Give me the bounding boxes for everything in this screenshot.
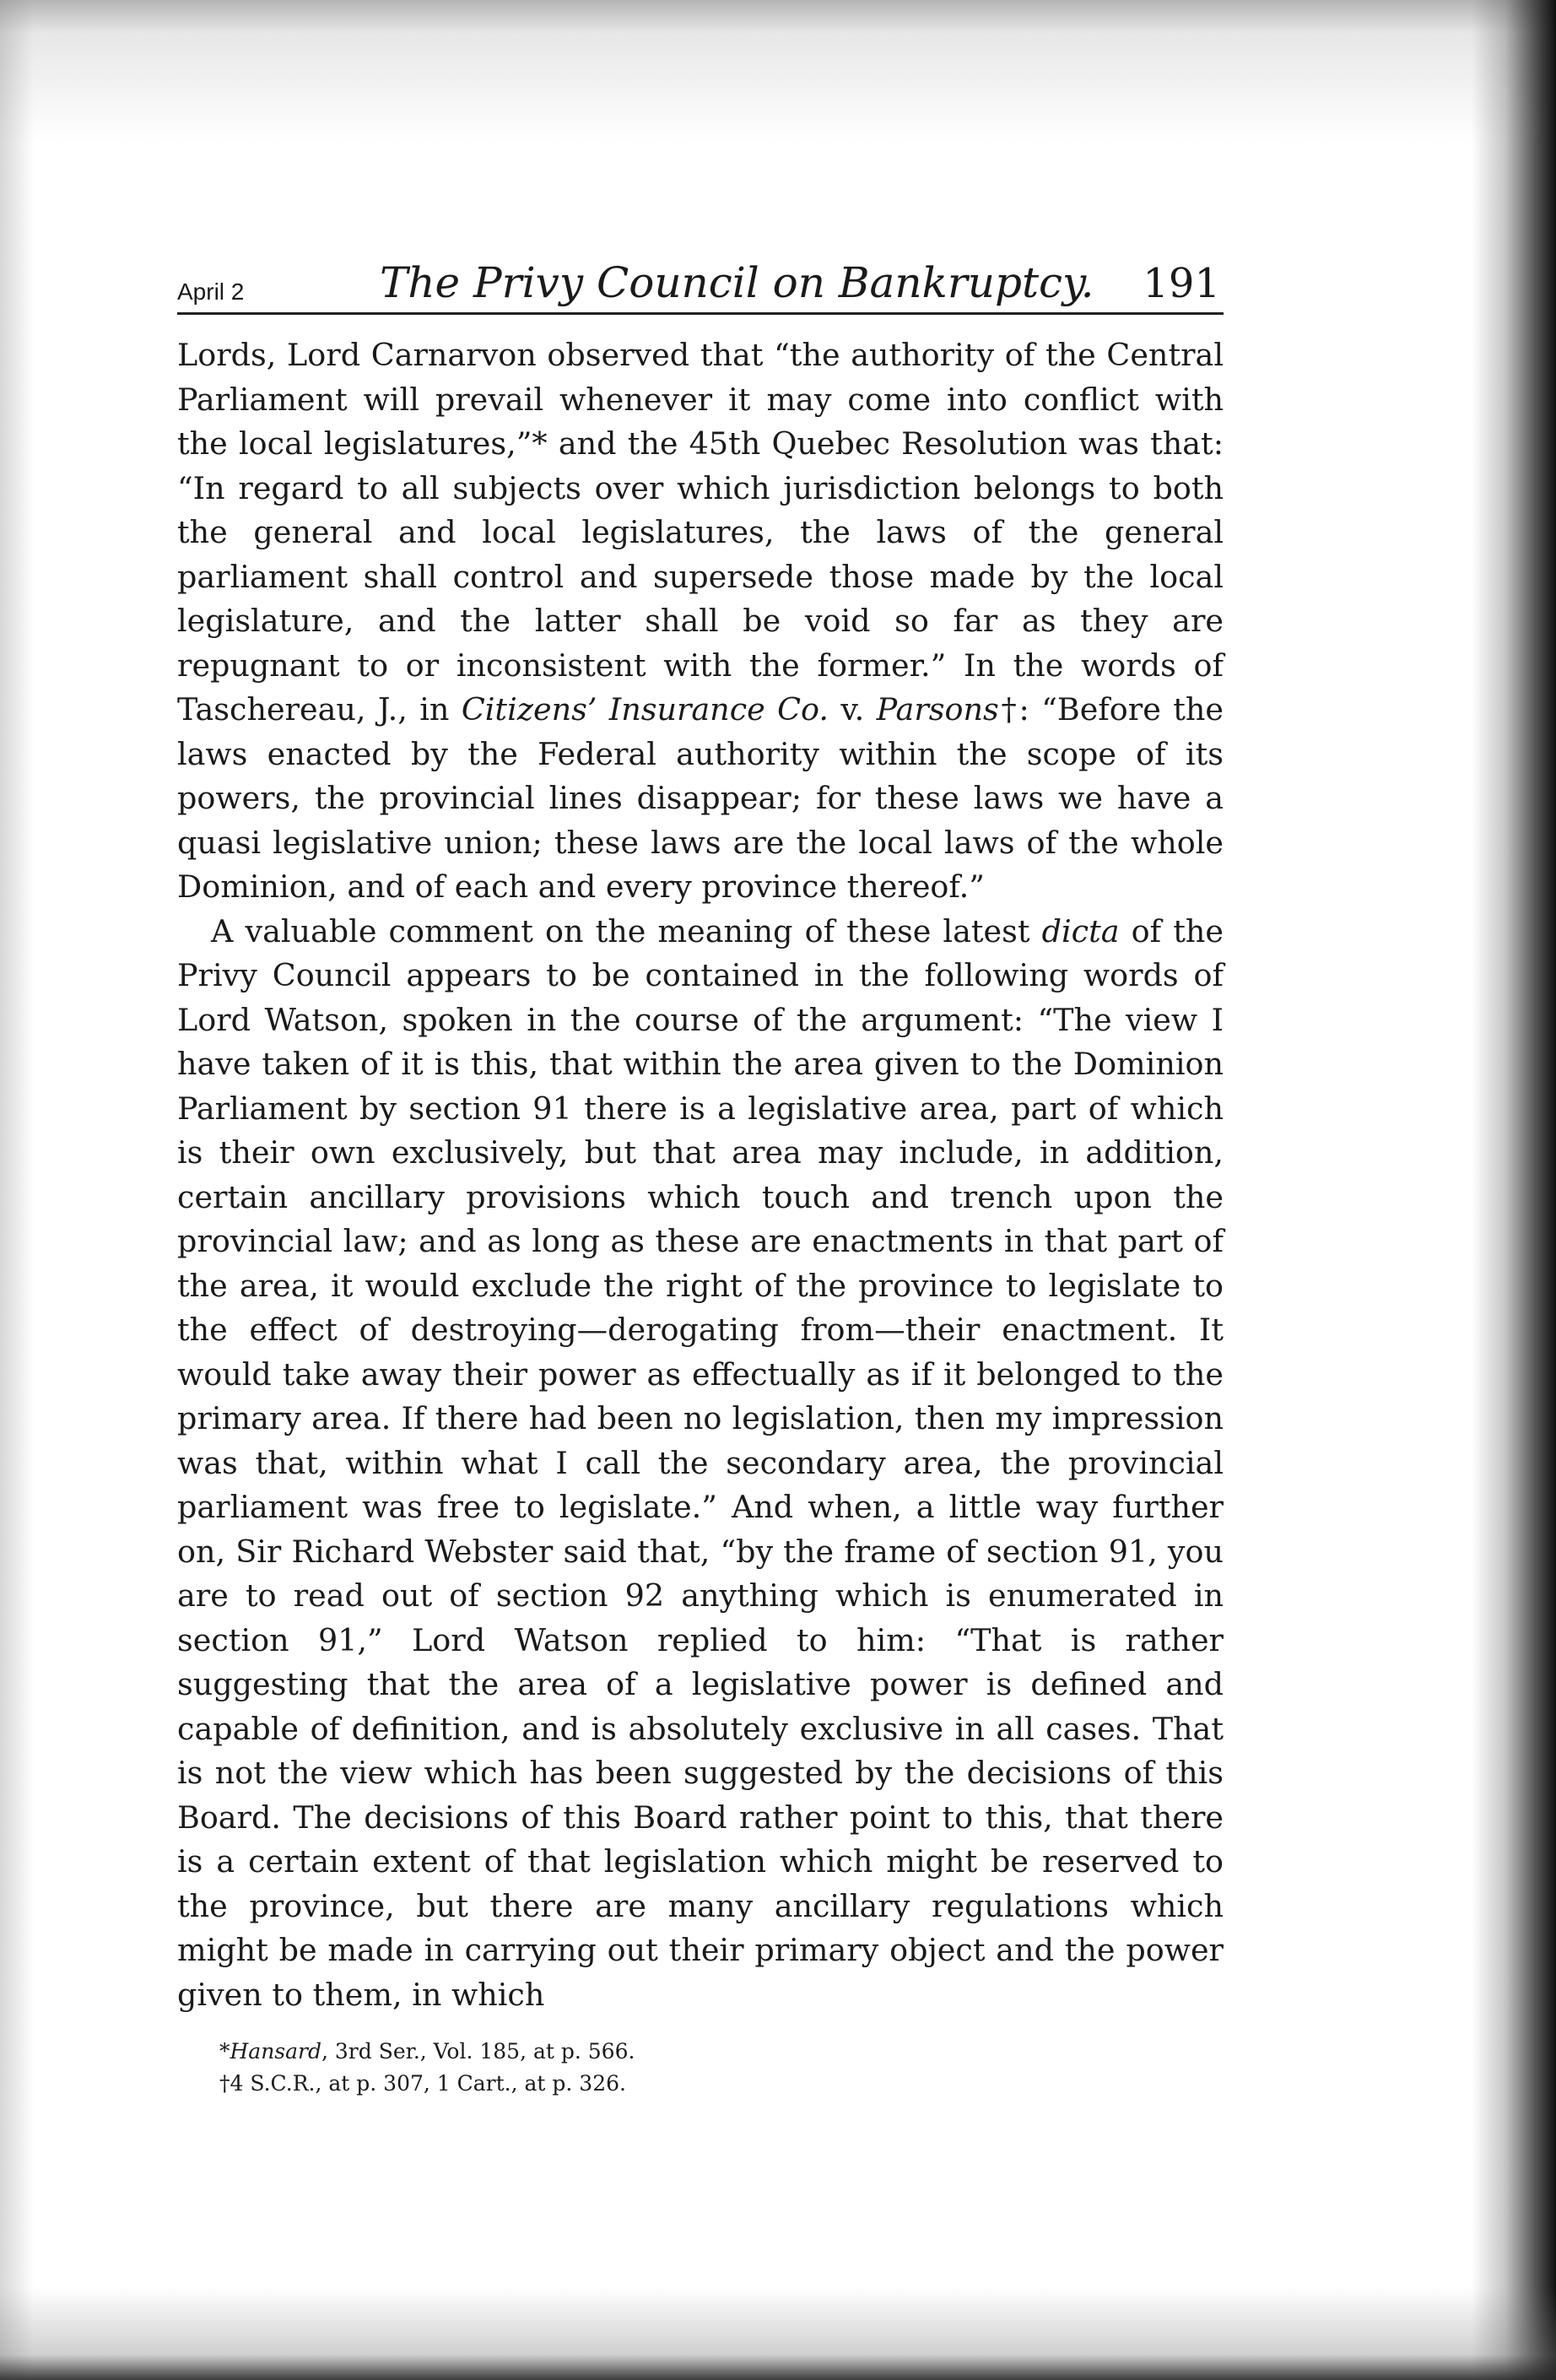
footnotes <box>177 2036 1224 2100</box>
footnote-text: †4 S.C.R., at p. 307, 1 Cart., at p. 326. <box>219 2071 626 2096</box>
scan-shadow-right <box>1472 0 1556 2380</box>
body-text <box>177 333 1224 2017</box>
book-page <box>177 253 1224 2100</box>
running-head <box>177 253 1224 315</box>
footnote-2 <box>219 2068 1224 2100</box>
scan-shadow-top <box>0 0 1556 143</box>
page-number: 191 <box>1143 260 1220 307</box>
scan-shadow-bottom <box>0 2287 1556 2380</box>
text-run: Lords, Lord Carnarvon observed that “the authority of the Central Parliament will prevail whenever it may come into conflict with the local legislatures,”* and the 45th Quebec Resolution was that: “In regard to all subjects over which jurisdiction belongs to both the general and local legislatures, the laws of the general parliament shall control and supersede those made by the local legislature, and the latter shall be void so far as they are repugnant to or inconsistent with the former.” In the words of Taschereau, J., in <box>177 337 1224 728</box>
running-head-date: April 2 <box>177 279 245 305</box>
text-run: A valuable comment on the meaning of these latest <box>211 912 1042 949</box>
footnote-marker: * <box>219 2039 230 2064</box>
text-run: †: “Before the laws enacted by the Federal authority within the scope of its powers, the provincial lines disappear; for these laws we have a quasi legislative union; these laws are the local laws of the whole Dominion, and of each and every province thereof.” <box>177 691 1224 905</box>
footnote-text: , 3rd Ser., Vol. 185, at p. 566. <box>321 2039 635 2064</box>
footnote-1 <box>219 2036 1224 2068</box>
text-run: v. <box>828 691 877 728</box>
dicta-italic: dicta <box>1041 912 1120 949</box>
paragraph-2 <box>177 910 1224 2018</box>
case-party-italic: Parsons <box>876 691 999 728</box>
footnote-source-italic: Hansard <box>230 2039 321 2064</box>
paragraph-1 <box>177 333 1224 910</box>
case-name-italic: Citizens’ Insurance Co. <box>461 691 829 728</box>
scan-shadow-left <box>0 0 34 2380</box>
running-head-title: The Privy Council on Bankruptcy. <box>380 258 1094 307</box>
text-run: of the Privy Council appears to be contained in the following words of Lord Watson, spoken in the course of the argument: “The view I have taken of it is this, that within the area given to the Dominion Parliament by section 91 there is a legislative area, part of which is their own exclusively, but that area may include, in addition, certain ancillary provisions which touch and trench upon the provincial law; and as long as these are enactments in that part of the area, it would exclude the right of the province to legislate to the effect of destroying—derogating from—their enactment. It would take away their power as effectually as if it belonged to the primary area. If there had been no legislation, then my impression was that, within what I call the secondary area, the provincial parliament was free to legislate.” And when, a little way further on, Sir Richard Webster said that, “by the frame of section 91, you are to read out of section 92 anything which is enumerated in section 91,” Lord Watson replied to him: “That is rather suggesting that the area of a legislative power is defined and capable of definition, and is absolutely exclusive in all cases. That is not the view which has been suggested by the decisions of this Board. The decisions of this Board rather point to this, that there is a certain extent of that legislation which might be reserved to the province, but there are many ancillary regulations which might be made in carrying out their primary object and the power given to them, in which <box>177 912 1224 2013</box>
